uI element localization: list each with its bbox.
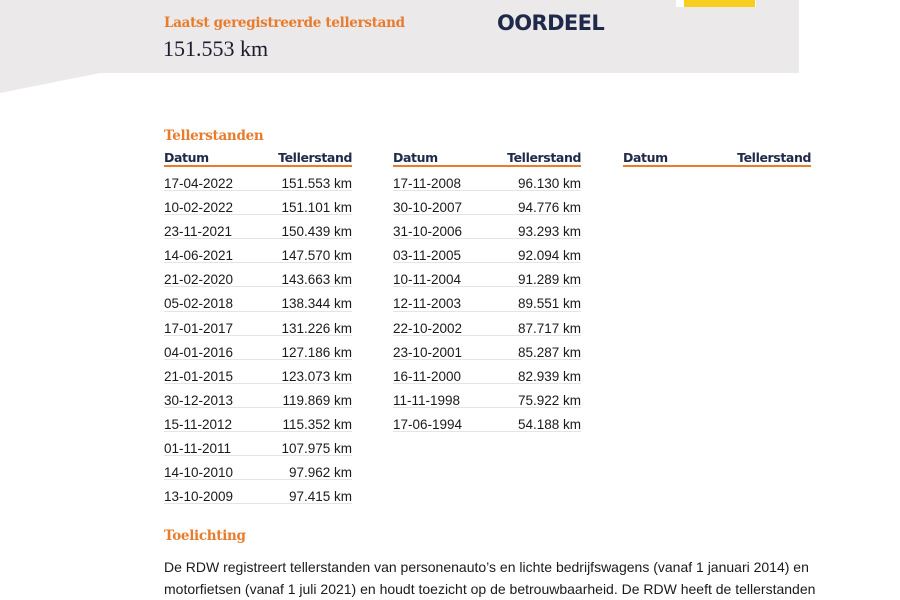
reading-date: 16-11-2000 [393, 368, 462, 384]
reading-date: 05-02-2018 [164, 296, 234, 312]
table-row [164, 336, 352, 360]
table-row [164, 456, 352, 480]
reading-date: 14-10-2010 [164, 465, 234, 481]
reading-date: 13-10-2009 [164, 489, 234, 505]
table-row [164, 263, 352, 287]
header-panel-tail [0, 73, 100, 93]
reading-odometer: 143.663 km [281, 272, 352, 288]
table-row [393, 263, 581, 287]
table-row [164, 360, 352, 384]
readings-column-header [623, 150, 811, 167]
explanation-text: De RDW registreert tellerstanden van personenauto’s en lichte bedrijfswagens (vanaf 1 januari 2014) en motorfietsen (vanaf 1 juli 2021) en houdt toezicht op de betrouwbaarheid. De RDW heeft de tellerstanden [164, 559, 816, 597]
reading-date: 22-10-2002 [393, 320, 463, 336]
reading-odometer: 151.553 km [281, 176, 352, 191]
reading-odometer: 97.962 km [288, 465, 352, 481]
reading-date: 04-01-2016 [164, 344, 234, 360]
table-row [164, 312, 352, 336]
reading-date: 17-01-2017 [164, 320, 234, 336]
reading-odometer: 87.717 km [517, 320, 581, 336]
reading-date: 11-11-1998 [393, 392, 461, 408]
table-row [393, 312, 581, 336]
reading-odometer: 94.776 km [517, 200, 581, 216]
reading-odometer: 147.570 km [281, 248, 352, 264]
reading-odometer: 82.939 km [517, 368, 581, 384]
reading-odometer: 115.352 km [282, 416, 352, 432]
readings-column-header [393, 150, 581, 167]
readings-rows [164, 167, 352, 504]
readings-rows [393, 167, 581, 432]
reading-date: 23-11-2021 [164, 224, 233, 240]
column-header-date: Datum [623, 150, 668, 165]
reading-date: 10-02-2022 [164, 200, 234, 216]
reading-odometer: 131.226 km [281, 320, 352, 336]
reading-date: 15-11-2012 [164, 416, 233, 432]
reading-odometer: 107.975 km [281, 441, 352, 457]
reading-odometer: 119.869 km [282, 392, 352, 408]
reading-date: 21-01-2015 [164, 368, 234, 384]
reading-date: 01-11-2011 [164, 441, 232, 457]
reading-odometer: 138.344 km [281, 296, 352, 312]
table-row [164, 432, 352, 456]
reading-date: 21-02-2020 [164, 272, 234, 288]
reading-odometer: 75.922 km [517, 392, 581, 408]
verdict-badge [676, 0, 756, 7]
reading-odometer: 123.073 km [281, 368, 352, 384]
column-header-odometer: Tellerstand [507, 150, 581, 165]
table-row [164, 384, 352, 408]
table-row [164, 215, 352, 239]
reading-odometer: 54.188 km [517, 416, 581, 432]
readings-column-2 [393, 150, 581, 432]
verdict-badge-fill [684, 0, 755, 7]
reading-odometer: 89.551 km [517, 296, 581, 312]
last-reading-label: Laatst geregistreerde tellerstand [164, 15, 405, 31]
reading-date: 03-11-2005 [393, 248, 462, 264]
reading-date: 30-12-2013 [164, 392, 234, 408]
reading-odometer: 97.415 km [288, 489, 352, 505]
reading-date: 23-10-2001 [393, 344, 463, 360]
reading-date: 17-06-1994 [393, 416, 463, 432]
table-row [164, 239, 352, 263]
readings-title: Tellerstanden [164, 128, 264, 144]
reading-odometer: 96.130 km [517, 176, 581, 191]
table-row [393, 336, 581, 360]
reading-odometer: 85.287 km [517, 344, 581, 360]
verdict-word-2: OORDEEL [497, 11, 605, 35]
last-reading-value: 151.553 km [163, 36, 269, 61]
readings-column-header [164, 150, 352, 167]
reading-odometer: 151.101 km [281, 200, 352, 216]
reading-odometer: 92.094 km [517, 248, 581, 264]
explanation-title: Toelichting [164, 528, 246, 544]
reading-odometer: 93.293 km [517, 224, 581, 240]
reading-date: 12-11-2003 [393, 296, 462, 312]
readings-column-3 [623, 150, 811, 167]
reading-date: 30-10-2007 [393, 200, 463, 216]
column-header-odometer: Tellerstand [737, 150, 811, 165]
table-row [393, 360, 581, 384]
table-row [393, 239, 581, 263]
reading-odometer: 127.186 km [281, 344, 352, 360]
reading-date: 17-11-2008 [393, 176, 462, 191]
reading-odometer: 91.289 km [517, 272, 581, 288]
table-row [164, 287, 352, 311]
table-row [393, 287, 581, 311]
header-panel [0, 0, 799, 73]
reading-date: 31-10-2006 [393, 224, 463, 240]
table-row [393, 167, 581, 191]
reading-date: 14-06-2021 [164, 248, 234, 264]
table-row [393, 408, 581, 432]
readings-column-1 [164, 150, 352, 504]
column-header-date: Datum [164, 150, 209, 165]
column-header-date: Datum [393, 150, 438, 165]
reading-date: 10-11-2004 [393, 272, 462, 288]
reading-odometer: 150.439 km [281, 224, 352, 240]
table-row [164, 167, 352, 191]
table-row [393, 384, 581, 408]
table-row [393, 191, 581, 215]
table-row [164, 191, 352, 215]
reading-date: 17-04-2022 [164, 176, 234, 191]
table-row [393, 215, 581, 239]
table-row [164, 480, 352, 504]
table-row [164, 408, 352, 432]
column-header-odometer: Tellerstand [278, 150, 352, 165]
